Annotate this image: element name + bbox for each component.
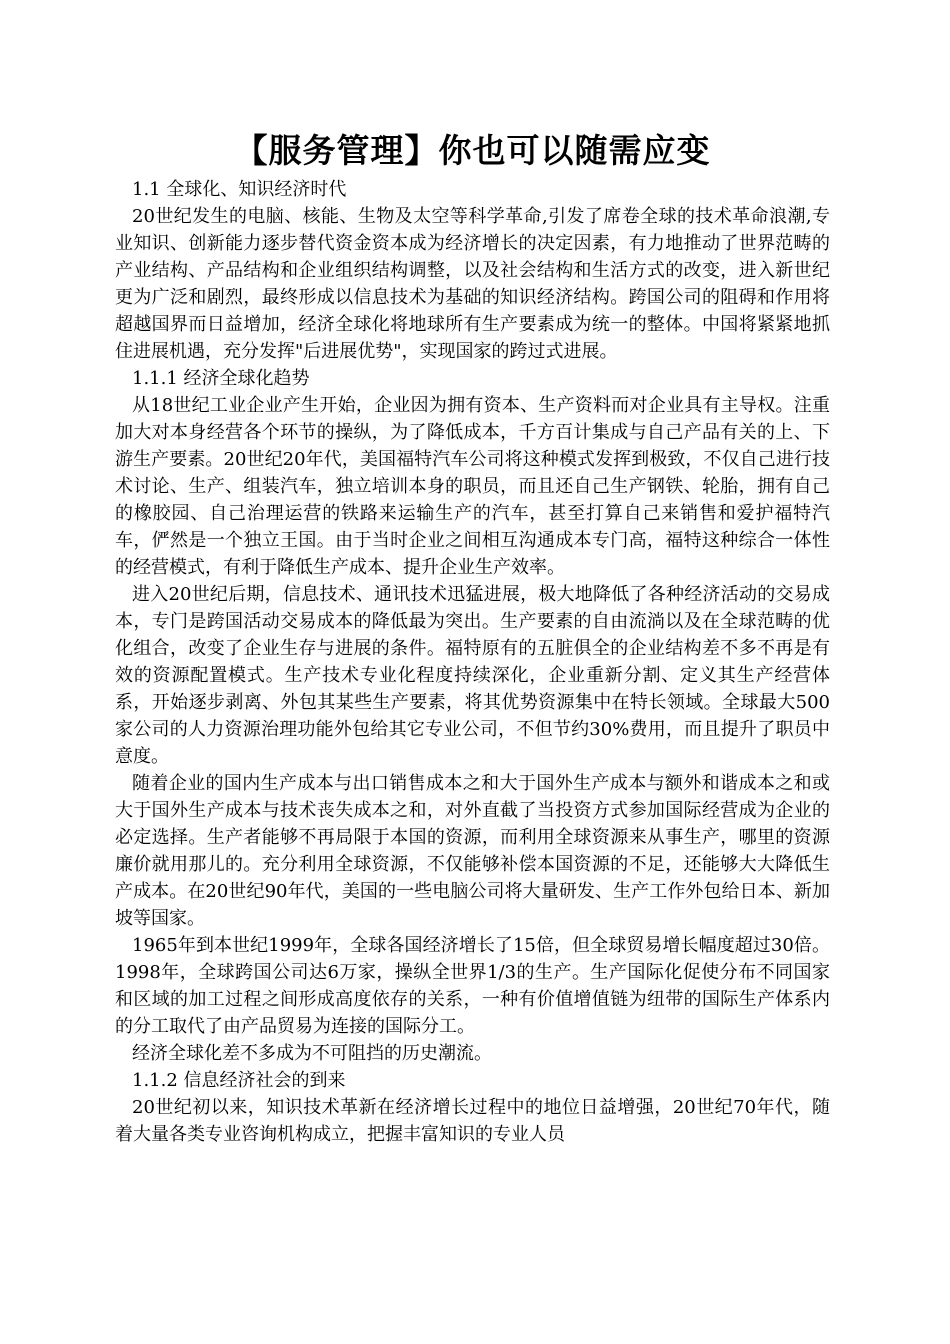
section-heading: 1.1 全球化、知识经济时代 [132, 179, 347, 200]
section-economic-globalization-trend [115, 365, 830, 1067]
section-information-economy-society [115, 1067, 830, 1148]
paragraph: 随着企业的国内生产成本与出口销售成本之和大于国外生产成本与额外和谐成本之和或大于国外生产成本与技术丧失成本之和，对外直截了当投资方式参加国际经营成为企业的必定选择。生产者能够不再局限于本国的资源，而利用全球资源来从事生产，哪里的资源廉价就用那儿的。充分利用全球资源，不仅能够补偿本国资源的不足，还能够大大降低生产成本。在20世纪90年代，美国的一些电脑公司将大量研发、生产工作外包给日本、新加坡等国家。 [115, 773, 830, 929]
section-heading: 1.1.1 经济全球化趋势 [132, 368, 310, 389]
paragraph: 经济全球化差不多成为不可阻挡的历史潮流。 [132, 1043, 492, 1064]
paragraph: 1965年到本世纪1999年，全球各国经济增长了15倍，但全球贸易增长幅度超过30倍。1998年，全球跨国公司达6万家，操纵全世界1/3的生产。生产国际化促使分布不同国家和区域的加工过程之间形成高度依存的关系，一种有价值增值链为纽带的国际生产体系内的分工取代了由产品贸易为连接的国际分工。 [115, 935, 830, 1037]
section-global-knowledge-economy [115, 176, 830, 365]
paragraph: 从18世纪工业企业产生开始，企业因为拥有资本、生产资料而对企业具有主导权。注重加大对本身经营各个环节的操纵，为了降低成本，千方百计集成与自己产品有关的上、下游生产要素。20世纪20年代，美国福特汽车公司将这种模式发挥到极致，不仅自己进行技术讨论、生产、组装汽车，独立培训本身的职员，而且还自己生产钢铁、轮胎，拥有自己的橡胶园、自己治理运营的铁路来运输生产的汽车，甚至打算自己来销售和爱护福特汽车，俨然是一个独立王国。由于当时企业之间相互沟通成本专门高，福特这种综合一体性的经营模式，有利于降低生产成本、提升企业生产效率。 [115, 395, 830, 578]
paragraph: 进入20世纪后期，信息技术、通讯技术迅猛进展，极大地降低了各种经济活动的交易成本，专门是跨国活动交易成本的降低最为突出。生产要素的自由流淌以及在全球范畴的优化组合，改变了企业生存与进展的条件。福特原有的五脏俱全的企业结构差不多不再是有效的资源配置模式。生产技术专业化程度持续深化，企业重新分割、定义其生产经营体系，开始逐步剥离、外包其某些生产要素，将其优势资源集中在特长领域。全球最大500家公司的人力资源治理功能外包给其它专业公司，不但节约30%费用，而且提升了职员中意度。 [115, 584, 830, 767]
section-heading: 1.1.2 信息经济社会的到来 [132, 1070, 346, 1091]
paragraph: 20世纪初以来，知识技术革新在经济增长过程中的地位日益增强，20世纪70年代，随着大量各类专业咨询机构成立，把握丰富知识的专业人员 [115, 1097, 830, 1145]
document-title: 【服务管理】你也可以随需应变 [234, 131, 711, 170]
document-page [115, 128, 830, 1148]
paragraph: 20世纪发生的电脑、核能、生物及太空等科学革命,引发了席卷全球的技术革命浪潮,专业知识、创新能力逐步替代资金资本成为经济增长的决定因素，有力地推动了世界范畴的产业结构、产品结构和企业组织结构调整，以及社会结构和生活方式的改变，进入新世纪更为广泛和剧烈，最终形成以信息技术为基础的知识经济结构。跨国公司的阻碍和作用将超越国界而日益增加，经济全球化将地球所有生产要素成为统一的整体。中国将紧紧地抓住进展机遇，充分发挥"后进展优势"，实现国家的跨过式进展。 [115, 206, 831, 362]
